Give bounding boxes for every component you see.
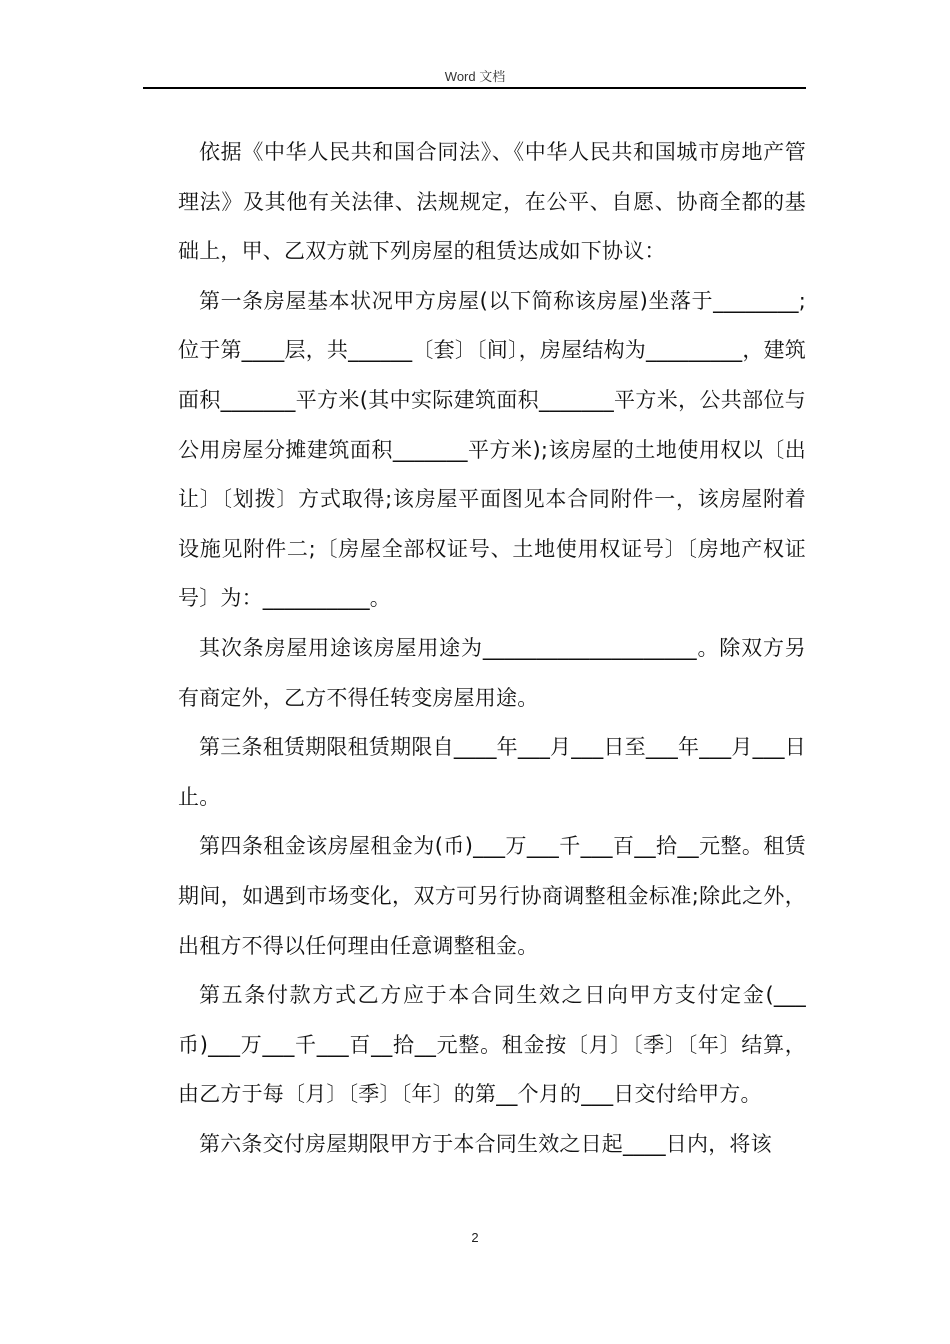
page-header: Word 文档 [444, 69, 506, 84]
paragraph-article-5: 第五条付款方式乙方应于本合同生效之日向甲方支付定金(___币)___万___千___百__拾__元整。租金按〔月〕〔季〕〔年〕结算，由乙方于每〔月〕〔季〕〔年〕的第__个月的___日交付给甲方。 [178, 983, 806, 1107]
header-divider [143, 87, 806, 89]
paragraph-article-3: 第三条租赁期限租赁期限自____年___月___日至___年___月___日止。 [178, 735, 806, 809]
paragraph-article-6: 第六条交付房屋期限甲方于本合同生效之日起____日内，将该 [199, 1131, 772, 1156]
document-body [178, 128, 806, 1169]
paragraph-article-2: 其次条房屋用途该房屋用途为____________________。除双方另有商定外，乙方不得任转变房屋用途。 [178, 635, 806, 710]
paragraph-article-4: 第四条租金该房屋租金为(币)___万___千___百__拾__元整。租赁期间，如遇到市场变化，双方可另行协商调整租金标准;除此之外，出租方不得以任何理由任意调整租金。 [178, 834, 806, 958]
paragraph-article-1: 第一条房屋基本状况甲方房屋(以下简称该房屋)坐落于________;位于第____层，共______〔套〕〔间〕，房屋结构为_________，建筑面积_______平方米(其中实际建筑面积_______平方米，公共部位与公用房屋分摊建筑面积_______平方米);该房屋的土地使用权以〔出让〕〔划拨〕方式取得;该房屋平面图见本合同附件一，该房屋附着设施见附件二;〔房屋全部权证号、土地使用权证号〕〔房地产权证号〕为：__________。 [178, 288, 806, 611]
paragraph-preamble: 依据《中华人民共和国合同法》、《中华人民共和国城市房地产管理法》及其他有关法律、法规规定，在公平、自愿、协商全都的基础上，甲、乙双方就下列房屋的租赁达成如下协议： [178, 140, 806, 264]
page-number: 2 [471, 1230, 479, 1245]
